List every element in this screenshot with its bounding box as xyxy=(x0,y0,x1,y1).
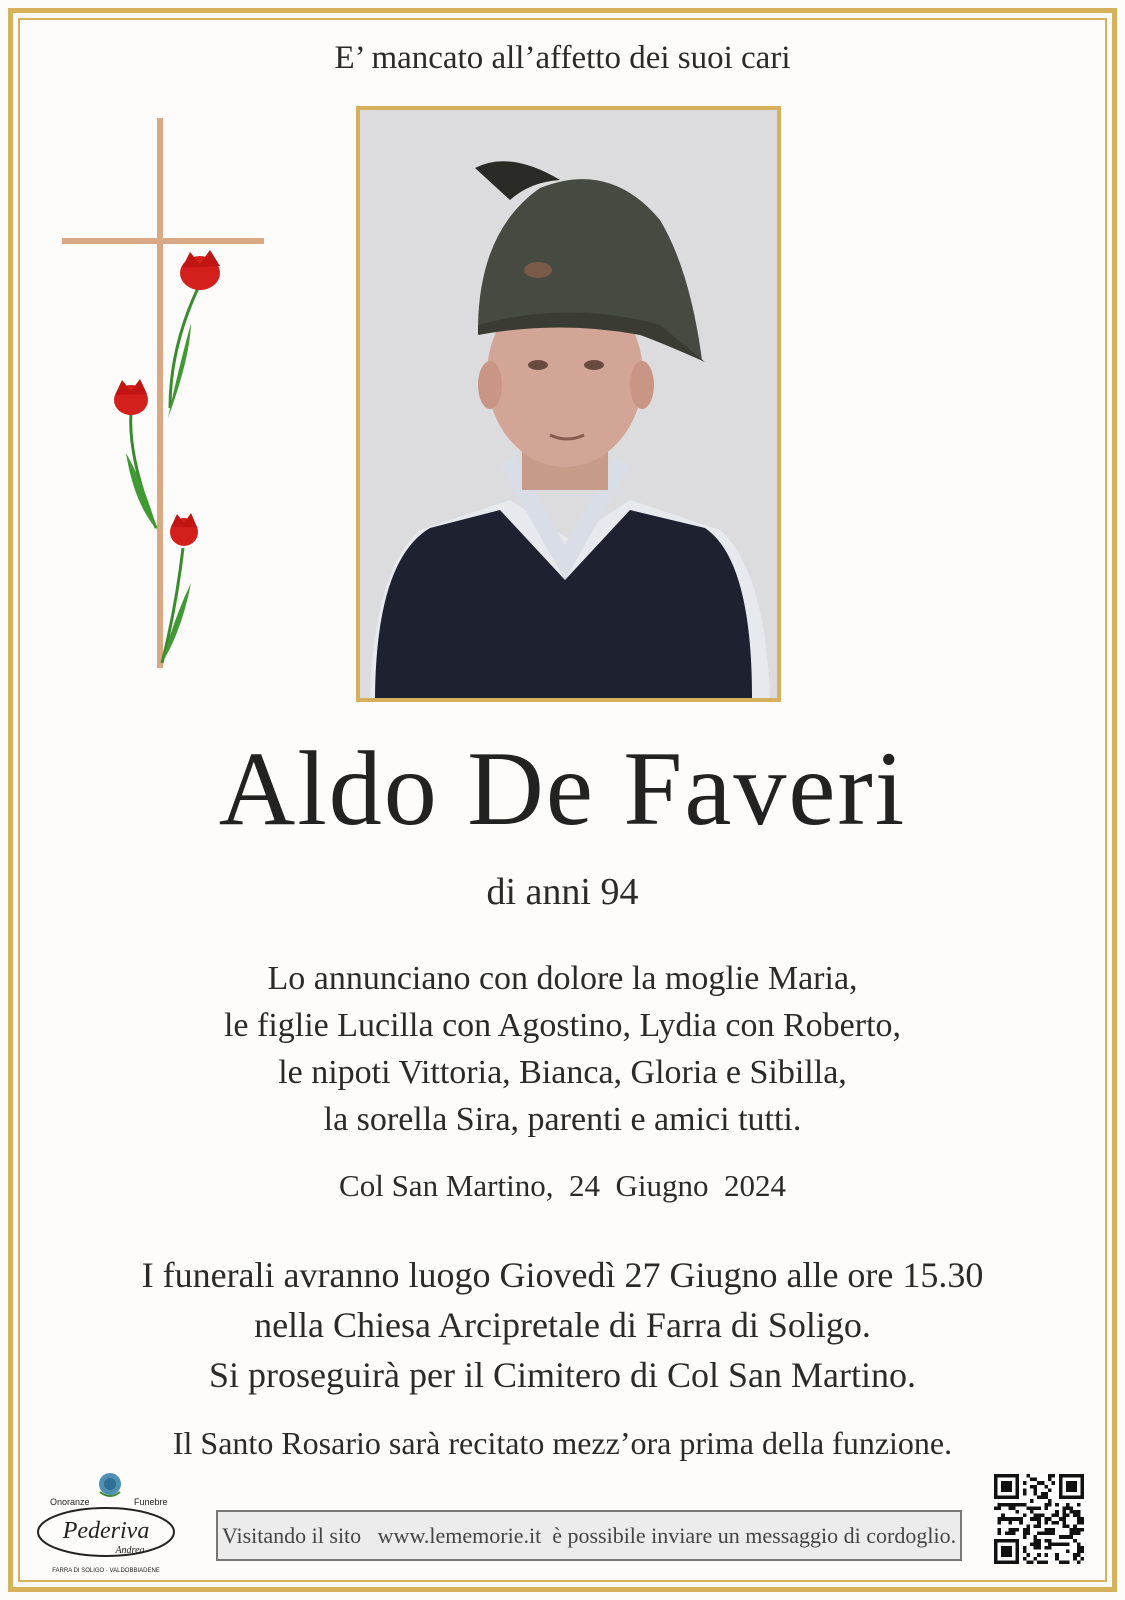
logo-bottom-text: FARRA DI SOLIGO · VALDOBBIADENE xyxy=(52,1568,160,1574)
funeral-block xyxy=(0,1250,1125,1400)
tulip-middle-icon xyxy=(114,379,148,415)
announcement-line: Lo annunciano con dolore la moglie Maria, xyxy=(267,960,858,997)
logo-funebre: Funebre xyxy=(134,1497,168,1507)
place-date: Col San Martino, 24 Giugno 2024 xyxy=(339,1168,786,1203)
cross-with-tulips-icon xyxy=(58,118,278,688)
announcement-line: le figlie Lucilla con Agostino, Lydia con Roberto, xyxy=(223,1007,902,1044)
portrait-photo xyxy=(356,106,781,702)
funeral-line: nella Chiesa Arcipretale di Farra di Soligo. xyxy=(254,1305,871,1345)
logo-script-sub: Andrea xyxy=(115,1545,145,1556)
qr-code-icon[interactable] xyxy=(994,1474,1084,1564)
rose-icon xyxy=(99,1473,121,1496)
funeral-home-logo xyxy=(30,1470,180,1580)
rosary-line: Il Santo Rosario sarà recitato mezz’ora prima della funzione. xyxy=(172,1425,953,1461)
announcement-block xyxy=(0,955,1125,1143)
announcement-line: le nipoti Vittoria, Bianca, Gloria e Sibilla, xyxy=(278,1054,847,1091)
age-line: di anni 94 xyxy=(486,871,639,913)
logo-script-name: Pederiva xyxy=(62,1518,150,1544)
deceased-name: Aldo De Faveri xyxy=(218,730,907,847)
intro-line: E’ mancato all’affetto dei suoi cari xyxy=(334,40,791,76)
condolence-website-box xyxy=(216,1510,962,1561)
announcement-line: la sorella Sira, parenti e amici tutti. xyxy=(323,1101,802,1138)
logo-onoranze: Onoranze xyxy=(50,1497,90,1507)
tulip-top-icon xyxy=(180,250,220,290)
funeral-line: I funerali avranno luogo Giovedì 27 Giugno alle ore 15.30 xyxy=(141,1255,984,1295)
condolence-message: Visitando il sito www.lememorie.it è possibile inviare un messaggio di cordoglio. xyxy=(221,1522,957,1548)
funeral-line: Si proseguirà per il Cimitero di Col San Martino. xyxy=(209,1355,916,1395)
tulip-bottom-icon xyxy=(170,513,198,546)
